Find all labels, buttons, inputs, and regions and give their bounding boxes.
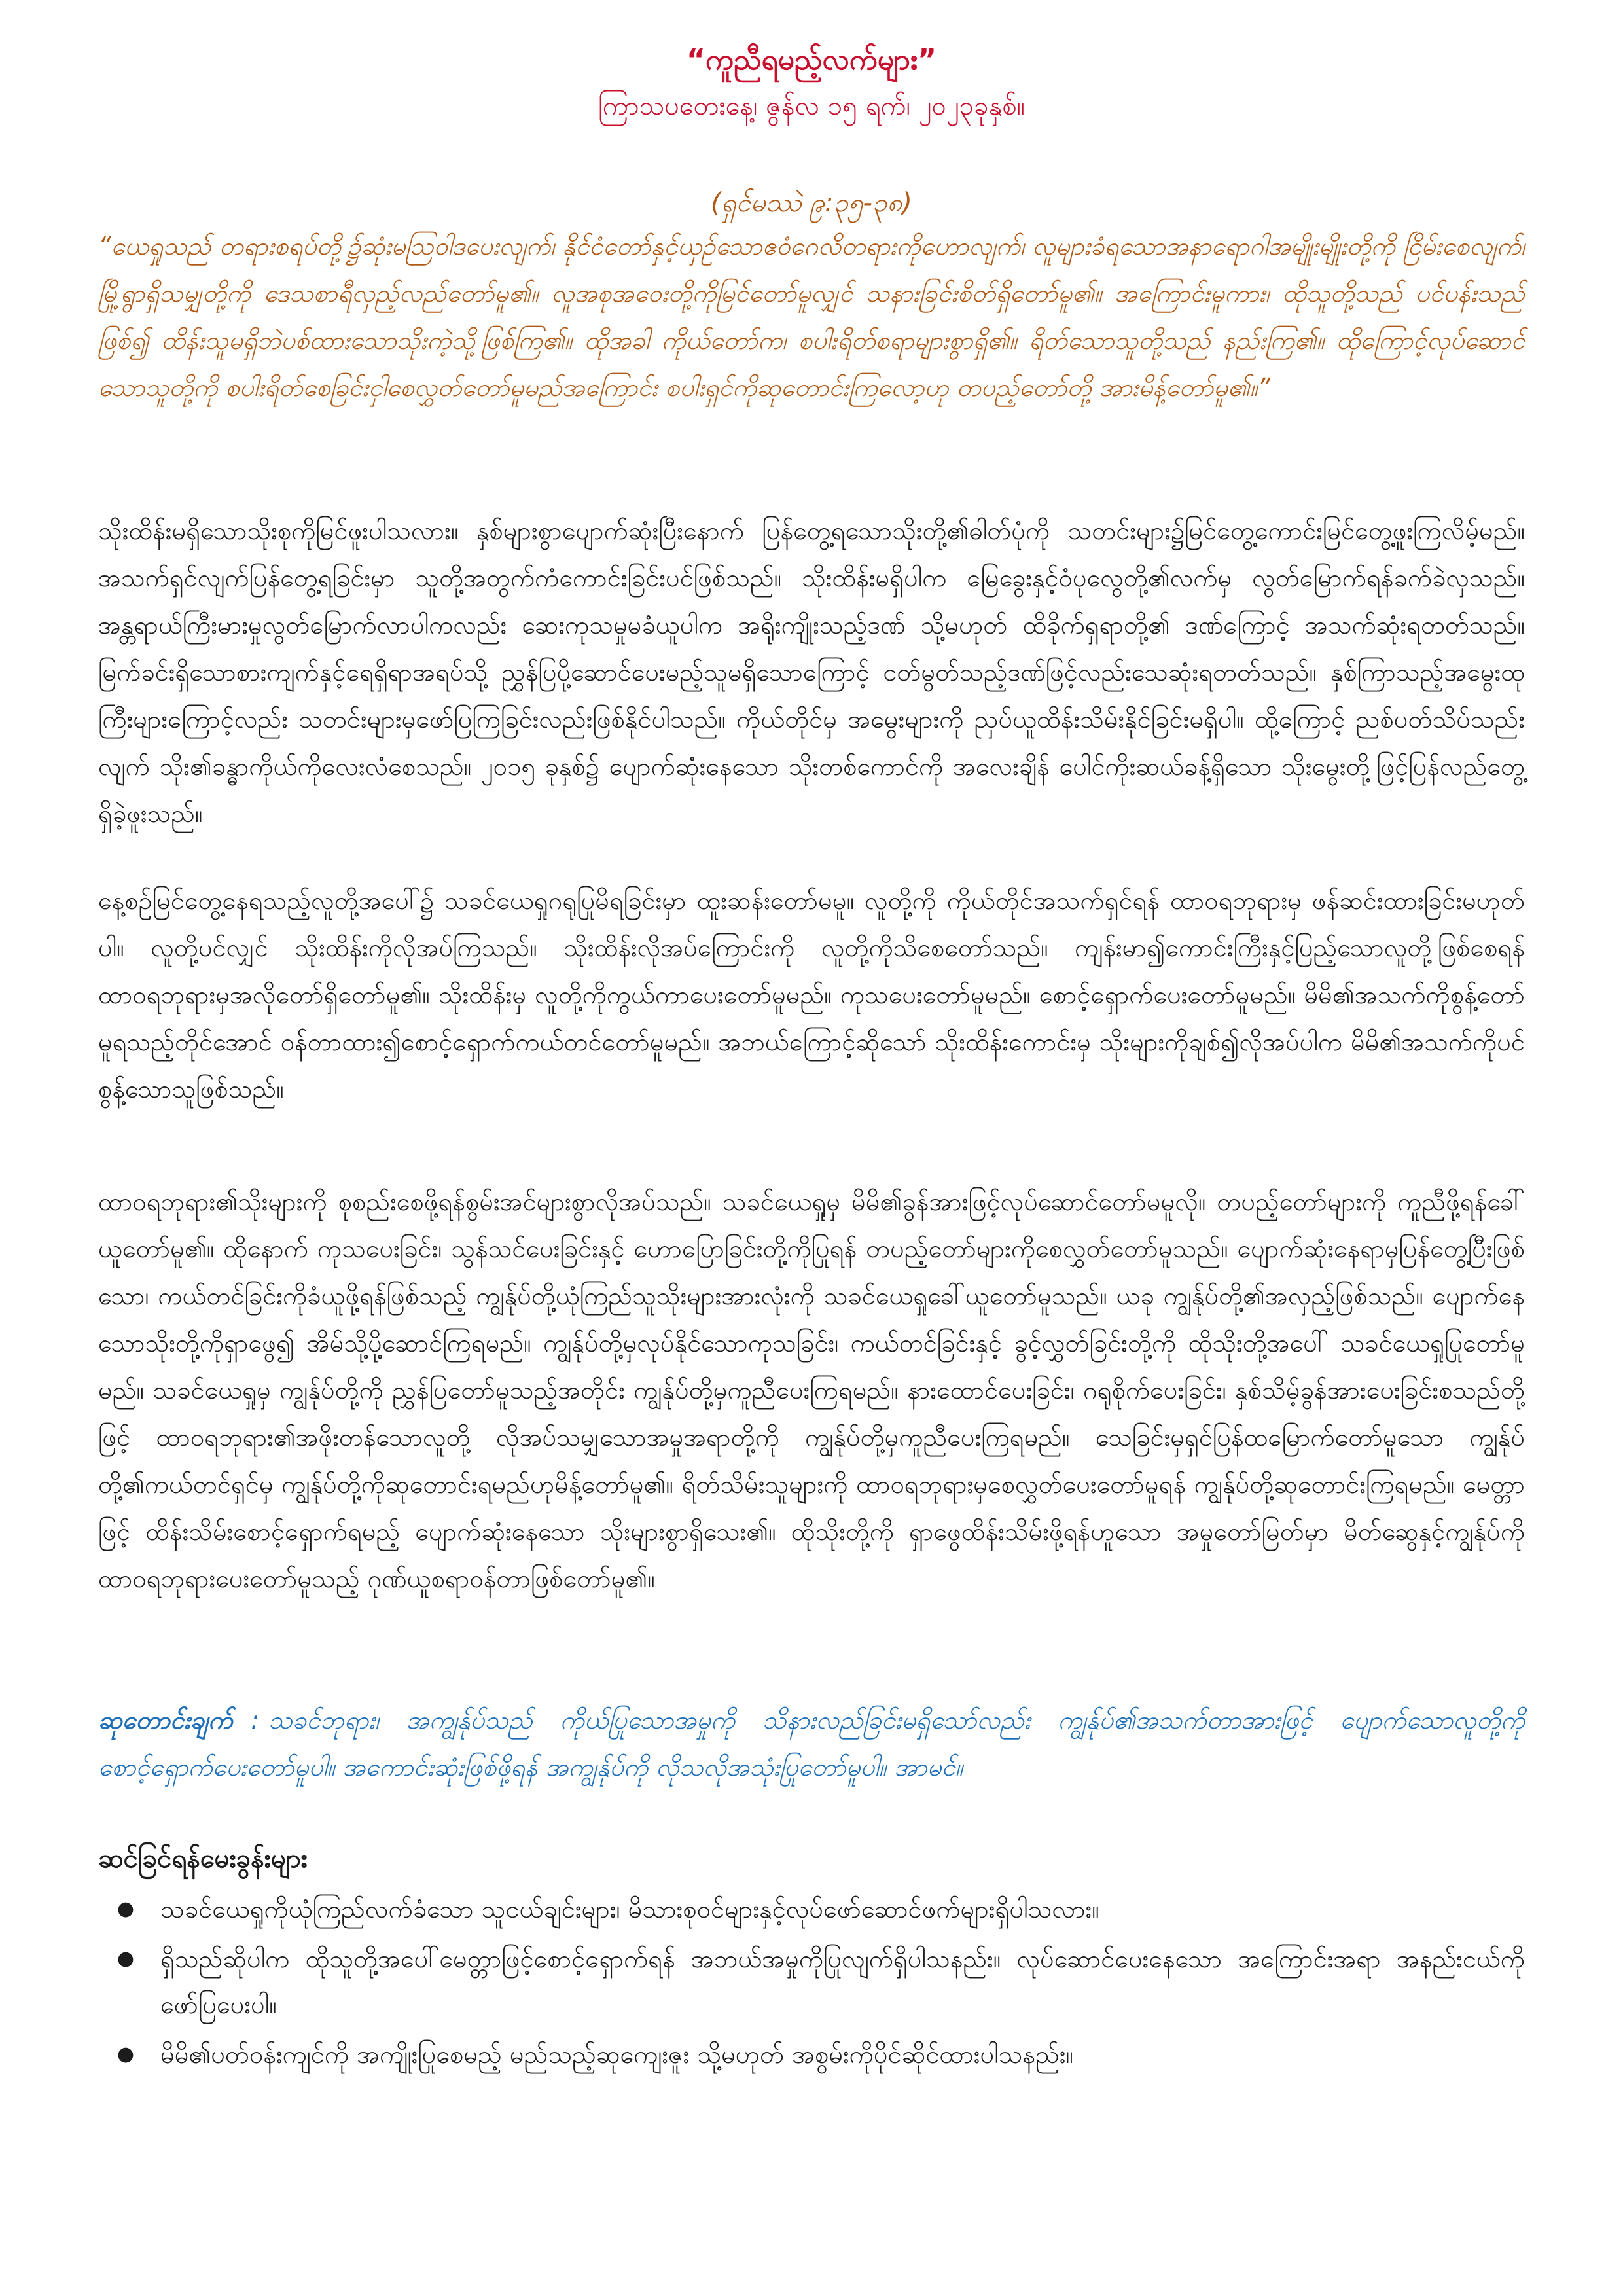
- prayer-label: ဆုတောင်းချက်: [98, 1706, 233, 1734]
- question-item: [98, 1886, 1525, 1932]
- body-paragraph: ထာဝရဘုရား၏သိုးများကို စုစည်းစေဖို့ရန်စွမ်းအင်များစွာလိုအပ်သည်။ သခင်ယေရှုမှ မိမိ၏ခွန်အားဖြင့်လုပ်ဆောင်တော်မမူလို။ တပည့်တော်များကို ကူညီဖို့ရန်ခေါ်ယူတော်မူ၏။ ထိုနောက် ကုသပေးခြင်း၊ သွန်သင်ပေးခြင်းနှင့် ဟောပြောခြင်းတို့ကိုပြုရန် တပည့်တော်များကိုစေလွှတ်တော်မူသည်။ ပျောက်ဆုံးနေရာမှပြန်တွေ့ပြီးဖြစ်သော၊ ကယ်တင်ခြင်းကိုခံယူဖို့ရန်ဖြစ်သည့် ကျွန်ုပ်တို့ယုံကြည်သူသိုးများအားလုံးကို သခင်ယေရှုခေါ်ယူတော်မူသည်။ ယခု ကျွန်ုပ်တို့၏အလှည့်ဖြစ်သည်။ ပျောက်နေသောသိုးတို့ကိုရှာဖွေ၍ အိမ်သို့ပို့ဆောင်ကြရမည်။ ကျွန်ုပ်တို့မှလုပ်နိုင်သောကုသခြင်း၊ ကယ်တင်ခြင်းနှင့် ခွင့်လွှတ်ခြင်းတို့ကို ထိုသိုးတို့အပေါ် သခင်ယေရှုပြုတော်မူမည်။ သခင်ယေရှုမှ ကျွန်ုပ်တို့ကို ညွှန်ပြတော်မူသည့်အတိုင်း ကျွန်ုပ်တို့မှကူညီပေးကြရမည်။ နားထောင်ပေးခြင်း၊ ဂရုစိုက်ပေးခြင်း၊ နှစ်သိမ့်ခွန်အားပေးခြင်းစသည်တို့ဖြင့် ထာဝရဘုရား၏အဖိုးတန်သောလူတို့ လိုအပ်သမျှသောအမှုအရာတို့ကို ကျွန်ုပ်တို့မှကူညီပေးကြရမည်။ သေခြင်းမှရှင်ပြန်ထမြောက်တော်မူသော ကျွန်ုပ်တို့၏ကယ်တင်ရှင်မှ ကျွန်ုပ်တို့ကိုဆုတောင်းရမည်ဟုမိန့်တော်မူ၏။ ရိတ်သိမ်းသူများကို ထာဝရဘုရားမှစေလွှတ်ပေးတော်မူရန် ကျွန်ုပ်တို့ဆုတောင်းကြရမည်။ မေတ္တာဖြင့် ထိန်းသိမ်းစောင့်ရှောက်ရမည့် ပျောက်ဆုံးနေသော သိုးများစွာရှိသေး၏။ ထိုသိုးတို့ကို ရှာဖွေထိန်းသိမ်းဖို့ရန်ဟူသော အမှုတော်မြတ်မှာ မိတ်ဆွေနှင့်ကျွန်ုပ်ကို ထာဝရဘုရားပေးတော်မူသည့် ဂုဏ်ယူစရာဝန်တာဖြစ်တော်မူ၏။: [98, 1187, 1525, 1593]
- verse-text: “ယေရှုသည် တရားစရပ်တို့၌ဆုံးမဩဝါဒပေးလျက်၊ နိုင်ငံတော်နှင့်ယှဉ်သောဧဝံဂေလိတရားကိုဟောလျက်၊ လူများခံရသောအနာရောဂါအမျိုးမျိုးတို့ကို ငြိမ်းစေလျက်၊ မြို့ရွာရှိသမျှတို့ကို ဒေသစာရီလှည့်လည်တော်မူ၏။ လူအစုအဝေးတို့ကိုမြင်တော်မူလျှင် သနားခြင်းစိတ်ရှိတော်မူ၏။ အကြောင်းမူကား၊ ထိုသူတို့သည် ပင်ပန်းသည်ဖြစ်၍ ထိန်းသူမရှိဘဲပစ်ထားသောသိုးကဲ့သို့ဖြစ်ကြ၏။ ထိုအခါ ကိုယ်တော်က၊ စပါးရိတ်စရာများစွာရှိ၏။ ရိတ်သောသူတို့သည် နည်းကြ၏။ ထိုကြောင့်လုပ်ဆောင်သောသူတို့ကို စပါးရိတ်စေခြင်းငှါစေလွှတ်တော်မူမည်အကြောင်း စပါးရှင်ကိုဆုတောင်းကြလော့ဟု တပည့်တော်တို့ အားမိန့်တော်မူ၏။”: [98, 232, 1525, 402]
- question-text: သခင်ယေရှုကိုယုံကြည်လက်ခံသော သူငယ်ချင်းများ၊ မိသားစုဝင်များနှင့်လုပ်ဖော်ဆောင်ဖက်များရှိပါသလား။: [160, 1895, 1099, 1924]
- date-line: ကြာသပတေးနေ့၊ ဇွန်လ ၁၅ ရက်၊ ၂၀၂၃ခုနှစ်။: [598, 91, 1025, 121]
- question-text: ရှိသည်ဆိုပါက ထိုသူတို့အပေါ်မေတ္တာဖြင့်စောင့်ရှောက်ရန် အဘယ်အမှုကိုပြုလျက်ရှိပါသနည်း။ လုပ်ဆောင်ပေးနေသော အကြောင်းအရာ အနည်းငယ်ကိုဖော်ပြပေးပါ။: [160, 1945, 1525, 2019]
- question-item: [98, 2032, 1525, 2077]
- verse-reference: (ရှင်မဿဲ ၉:၃၅-၃၈): [711, 188, 912, 218]
- prayer-separator: :: [251, 1706, 260, 1734]
- prayer-text: သခင်ဘုရား၊ အကျွန်ုပ်သည် ကိုယ်ပြုသောအမှုကို သိနားလည်ခြင်းမရှိသော်လည်း ကျွန်ုပ်၏အသက်တာအားဖြင့် ပျောက်သောလူတို့ကို စောင့်ရှောက်ပေးတော်မူပါ။ အကောင်းဆုံးဖြစ်ဖို့ရန် အကျွန်ုပ်ကို လိုသလိုအသုံးပြုတော်မူပါ။ အာမင်။: [98, 1706, 1525, 1782]
- bullet-icon: ●: [116, 1897, 135, 1920]
- questions-heading: ဆင်ခြင်ရန်မေးခွန်းများ: [98, 1844, 308, 1874]
- body-paragraph: သိုးထိန်းမရှိသောသိုးစုကိုမြင်ဖူးပါသလား။ နှစ်များစွာပျောက်ဆုံးပြီးနောက် ပြန်တွေ့ရသောသိုးတို့၏ဓါတ်ပုံကို သတင်းများ၌မြင်တွေ့ကောင်းမြင်တွေ့ဖူးကြလိမ့်မည်။ အသက်ရှင်လျက်ပြန်တွေ့ရခြင်းမှာ သူတို့အတွက်ကံကောင်းခြင်းပင်ဖြစ်သည်။ သိုးထိန်းမရှိပါက မြေခွေးနှင့်ဝံပုလွေတို့၏လက်မှ လွတ်မြောက်ရန်ခက်ခဲလှသည်။ အန္တရာယ်ကြီးမားမှုလွတ်မြောက်လာပါကလည်း ဆေးကုသမှုမခံယူပါက အရိုးကျိုးသည့်ဒဏ် သို့မဟုတ် ထိခိုက်ရှရာတို့၏ ဒဏ်ကြောင့် အသက်ဆုံးရတတ်သည်။ မြက်ခင်းရှိသောစားကျက်နှင့်ရေရှိရာအရပ်သို့ ညွှန်ပြပို့ဆောင်ပေးမည့်သူမရှိသောကြောင့် ငတ်မွတ်သည့်ဒဏ်ဖြင့်လည်းသေဆုံးရတတ်သည်။ နှစ်ကြာသည့်အမွေးထုကြီးများကြောင့်လည်း သတင်းများမှဖော်ပြကြခြင်းလည်းဖြစ်နိုင်ပါသည်။ ကိုယ်တိုင်မှ အမွေးများကို ညှပ်ယူထိန်းသိမ်းနိုင်ခြင်းမရှိပါ။ ထို့ကြောင့် ညစ်ပတ်သိပ်သည်းလျက် သိုး၏ခန္ဓာကိုယ်ကိုလေးလံစေသည်။ ၂၀၁၅ ခုနှစ်၌ ပျောက်ဆုံးနေသော သိုးတစ်ကောင်ကို အလေးချိန် ပေါင်ကိုးဆယ်ခန့်ရှိသော သိုးမွေးတို့ဖြင့်ပြန်လည်တွေ့ရှိခဲ့ဖူးသည်။: [98, 516, 1525, 828]
- bullet-icon: ●: [116, 1947, 135, 1970]
- prayer-block: [98, 1696, 1525, 1791]
- page-title: “ကူညီရမည့်လက်များ”: [686, 43, 937, 77]
- body-paragraph: နေ့စဉ်မြင်တွေ့နေရသည့်လူတို့အပေါ်၌ သခင်ယေရှုဂရုပြုမိရခြင်းမှာ ထူးဆန်းတော်မမူ။ လူတို့ကို ကိုယ်တိုင်အသက်ရှင်ရန် ထာဝရဘုရားမှ ဖန်ဆင်းထားခြင်းမဟုတ်ပါ။ လူတို့ပင်လျှင် သိုးထိန်းကိုလိုအပ်ကြသည်။ သိုးထိန်းလိုအပ်ကြောင်းကို လူတို့ကိုသိစေတော်သည်။ ကျန်းမာ၍ကောင်းကြီးနှင့်ပြည့်သောလူတို့ဖြစ်စေရန် ထာဝရဘုရားမှအလိုတော်ရှိတော်မူ၏။ သိုးထိန်းမှ လူတို့ကိုကွယ်ကာပေးတော်မူမည်။ ကုသပေးတော်မူမည်။ စောင့်ရှောက်ပေးတော်မူမည်။ မိမိ၏အသက်ကိုစွန့်တော်မူရသည့်တိုင်အောင် ဝန်တာထား၍စောင့်ရှောက်ကယ်တင်တော်မူမည်။ အဘယ်ကြောင့်ဆိုသော် သိုးထိန်းကောင်းမှ သိုးများကိုချစ်၍လိုအပ်ပါက မိမိ၏အသက်ကိုပင်စွန့်သောသူဖြစ်သည်။: [98, 886, 1525, 1103]
- question-text: မိမိ၏ပတ်ဝန်းကျင်ကို အကျိုးပြုစေမည့် မည်သည့်ဆုကျေးဇူး သို့မဟုတ် အစွမ်းကိုပိုင်ဆိုင်ထားပါသနည်း။: [160, 2040, 1073, 2069]
- question-item: [98, 1936, 1525, 2028]
- bullet-icon: ●: [116, 2043, 135, 2066]
- questions-list: [98, 1886, 1525, 2081]
